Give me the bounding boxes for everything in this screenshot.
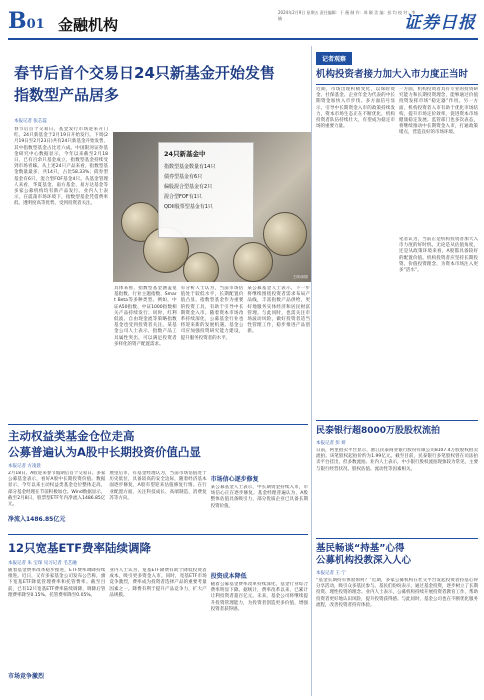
lead-body-col3: 有分析人士认为，当前市场估值处于较低水平，长期配置价值凸显。指数型基金作为重要的投资工具，有助于引导中长期资金入市。随着资本市场改革持续深化，公募基金行业也将迎来新的发展机遇。基金公司应加强投资研究能力建设，提升服务投资者的水平。 <box>180 286 244 341</box>
photo-credit: 王琪/制图 <box>292 275 308 279</box>
etf-body-3: 随着公募基金费率改革持续深化，基金行业综合费率明显下降。据统计，费率改革以来，已累计让利投资者超百亿元。未来，基金公司将继续提升投资管理能力，为投资者创造更多价值，增强投资者获得感。 <box>210 582 308 612</box>
etf-body-1: 随着基金费率改革稳步推进，ETF费率调降持续推进。近日，又有多家基金公司发布公告称，旗下宽基ETF降低管理费率和托管费率。截至目前，已有12只宽基ETF费率陆续调降，调降后管理费率降至0.15%、托管费率降至0.05%。 <box>8 568 106 598</box>
bank-story <box>316 418 478 540</box>
lead-headline: 春节后首个交易日24只新基金开始发售 指数型产品居多 <box>14 64 275 104</box>
masthead <box>8 6 478 40</box>
equity-headline: 主动权益类基金仓位走高 公募普遍认为A股中长期投资价值凸显 <box>8 429 201 459</box>
stats-line: QDII股票型基金有1只 <box>164 204 213 210</box>
column-divider <box>311 46 312 696</box>
observer-tag: 记者观察 <box>316 52 352 65</box>
section-label: B01 <box>8 8 45 34</box>
newspaper-logo: 证券日报 <box>404 13 476 33</box>
etf-subhead-2: 投资成本降低 <box>210 573 247 580</box>
bank-headline: 民泰银行超8000万股股权流拍 <box>316 426 441 436</box>
observer-body-2: 一方面，机构投资者具有专业的投资研究能力和长期投资理念，能够通过价值投资发挥市场“稳定器”作用。另一方面，机构投资者入市有助于优化市场结构，提升市场定价效率，促进资本市场健康稳定发展。监管部门也多次表态，将继续推动中长期资金入市，打通政策堵点，营造良好的市场环境。 <box>399 87 478 136</box>
observer-column <box>316 46 478 387</box>
fund-investor-story <box>316 536 478 696</box>
equity-fund-story <box>8 428 308 533</box>
issue-meta: 2024年2月9日 星期五 责任编辑：于 薇 制 作：周 颖 美 编：彭 均 校 对：李 楠 <box>278 10 416 21</box>
fund-byline: 本报记者 王 宁 <box>316 571 346 576</box>
bank-body: 日前，阿里拍卖平台显示，浙江民泰商业银行股份有限公司8107.4万股股权拍卖流拍。该笔股权起拍价约为1.99亿元。截至目前，民泰银行多笔股权曾在司法拍卖平台挂出，但多数流拍。业内人士表示，中小银行股权流拍现象较为常见，主要与银行经营状况、股权估值、流动性等因素相关。 <box>316 448 478 472</box>
equity-subhead-1: 净流入1486.85亿元 <box>8 516 66 523</box>
lead-story <box>8 46 311 420</box>
observer-headline: 机构投资者接力加大入市力度正当时 <box>316 69 469 80</box>
observer-body-3: 笔者认为，当前正是机构投资者加大入市力度的好时机。无论是从估值角度，还是从政策环境来看，A股都具备较好的配置价值。机构投资者应坚持长期投资、价值投资理念，为资本市场注入更多“活水”。 <box>399 237 478 274</box>
lead-body-col2: 具体来看，指数型基金涵盖宽基指数、行业主题指数、Smart Beta等多种类型。例如，中证A50指数、中证1000指数相关产品持续发行；同时，红利低波、自由现金流等策略指数基金也受到投资者关注。某基金公司人士表示，指数产品工具属性突出，可以满足投资者多样化的资产配置需求。 <box>114 286 177 347</box>
equity-body-2: 展望后市，有基金经理认为，当前市场估值处于历史低位，具备较高的安全边际，随着经济基本面逐步修复，A股有望迎来估值修复行情。在行业配置方面，关注科技成长、高端制造、消费复苏等方向。 <box>109 471 207 501</box>
etf-headline: 12只宽基ETF费率陆续调降 <box>8 541 152 555</box>
observer-body-1: 近期，市场出现积极变化，以保险资金、社保基金、企业年金为代表的中长期资金加快入市步伐。多方面信号显示，引导中长期资金入市的政策持续发力，资本市场生态正在不断优化，机构投资者队伍持续壮大，有望成为稳定市场的重要力量。 <box>316 87 395 130</box>
etf-body-2: 业内人士认为，宽基ETF降费有助于降低投资者成本，吸引更多资金入市。同时，宽基ETF市场竞争激烈，费率成为投资者选择产品的重要考量因素之一。降费有利于提升产品竞争力，扩大产品规模。 <box>109 568 207 598</box>
etf-subhead-1: 市场竞争激烈 <box>8 673 45 680</box>
fund-body: “基金长期持有体验如何？”近期，多家公募机构在社交平台发起投资者持基心得分享活动，吸引众多基民参与。基民们纷纷表示，通过基金投资，逐步树立了长期投资、理性投资的理念。业内人士表示，公募机构持续开展投资者教育工作，帮助投资者更好地认识风险，提升投资获得感。与此同时，基金公司也在不断优化服务流程，改善投资者持有体验。 <box>316 578 478 608</box>
stats-line: 偏股混合型基金有2只 <box>164 184 213 190</box>
equity-body-1: 2月18日，A股迎来春节假期后首个交易日。多家公募基金表示，看好A股中长期投资价值。数据显示，今年以来主动权益类基金仓位整体走高，部分基金经理在节前积极加仓。Wind数据显示，截至2月8日，股票型ETF年内净流入1486.85亿元。 <box>8 471 106 508</box>
stats-title: 24只新基金中 <box>164 150 206 158</box>
fund-headline: 基民畅谈“持基”心得 公募机构投教深入人心 <box>316 543 412 566</box>
stats-line: 指数型基金数量有14只 <box>164 164 216 170</box>
column-title: 金融机构 <box>58 16 119 34</box>
stats-line: 混合型FOF有1只 <box>164 194 202 200</box>
etf-story <box>8 556 308 696</box>
etf-byline: 本报记者 朱 宝琛 见习记者 毛艺融 <box>8 561 77 566</box>
equity-subhead-2: 市场信心逐步修复 <box>210 476 259 483</box>
fund-stats-box <box>158 142 254 238</box>
lead-body-col1: 春节后首个交易日，基金发行市场迎来开门红。24只新基金于2月19日开始发行。下周(2月19日至2月23日)共有24只新基金开始发售，其中指数型基金占比近六成。中国银河证券基金研究中心数据显示，今年以来截至2月18日，已有百余只基金成立，指数型基金持续受到市场青睐。从上述24只产品来看，指数型基金数量最多，共14只，占比58.33%；债券型基金有6只，混合型FOF基金4只。从基金管理人来看，华夏基金、南方基金、易方达基金等多家公募机构均有新产品发行。业内人士表示，在震荡市场环境下，指数型基金凭借费率低、透明度高等优势，受到投资者关注。 <box>14 127 108 207</box>
equity-body-3: 某公募基金人士表示，中长期资金持续入市，市场信心正在逐步修复。基金经理普遍认为，A股整体估值具备吸引力，部分优质企业已具备长期投资价值。 <box>210 485 308 509</box>
equity-byline: 本报记者 方凌晨 <box>8 464 41 469</box>
lead-body-col4: 某公募基金人士表示，下一步将继续围绕投资者需求布局产品线，丰富指数产品供给，更好地服务实体经济和居民财富管理。与此同时，也需关注市场波动风险，做好投资者适当性管理工作，稳步推进产品创新。 <box>247 286 311 335</box>
bank-byline: 本报记者 彭 妍 <box>316 441 346 446</box>
lead-byline: 本报记者 张芯蕊 <box>14 119 47 124</box>
stats-line: 债券型基金有6只 <box>164 174 203 180</box>
